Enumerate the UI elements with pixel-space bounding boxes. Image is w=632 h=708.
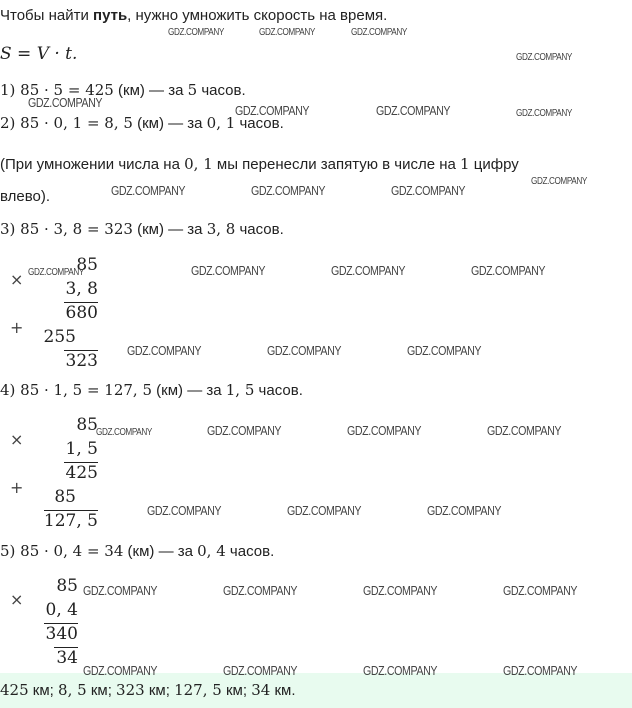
partial-1: 425 [65,463,98,483]
formula: S = V · t. [0,44,78,64]
times-sign-4: × [10,430,24,449]
watermark: GDZ.COMPANY [83,583,158,598]
partial-2: 85 [54,487,76,507]
factor-b: 0, 4 [45,600,78,620]
result: 323 [65,351,98,371]
watermark: GDZ.COMPANY [235,103,310,118]
times-sign-5: × [10,590,24,609]
watermark: GDZ.COMPANY [331,263,406,278]
watermark: GDZ.COMPANY [259,27,315,38]
watermark: GDZ.COMPANY [287,503,362,518]
factor-b: 1, 5 [65,439,98,459]
step-4: 4) 85 · 1, 5 = 127, 5 (км) — за 1, 5 часов. [0,381,303,399]
times-sign-3: × [10,270,24,289]
step-5: 5) 85 · 0, 4 = 34 (км) — за 0, 4 часов. [0,542,275,560]
watermark: GDZ.COMPANY [376,103,451,118]
watermark: GDZ.COMPANY [351,27,407,38]
watermark: GDZ.COMPANY [83,663,158,678]
intro-text: Чтобы найти путь, нужно умножить скорость на время. [0,7,388,24]
watermark: GDZ.COMPANY [223,583,298,598]
watermark: GDZ.COMPANY [28,267,84,278]
watermark: GDZ.COMPANY [391,183,466,198]
watermark: GDZ.COMPANY [531,176,587,187]
step-2: 2) 85 · 0, 1 = 8, 5 (км) — за 0, 1 часов. [0,114,284,132]
plus-sign-4: + [10,478,24,497]
watermark: GDZ.COMPANY [427,503,502,518]
factor-a: 85 [76,415,98,435]
watermark: GDZ.COMPANY [28,95,103,110]
watermark: GDZ.COMPANY [363,663,438,678]
watermark: GDZ.COMPANY [147,503,222,518]
factor-a: 85 [76,255,98,275]
watermark: GDZ.COMPANY [516,108,572,119]
watermark: GDZ.COMPANY [96,427,152,438]
result: 127, 5 [43,511,98,531]
column-mult-5 [40,575,78,671]
watermark: GDZ.COMPANY [223,663,298,678]
watermark: GDZ.COMPANY [471,263,546,278]
watermark: GDZ.COMPANY [267,343,342,358]
partial-1: 680 [65,303,98,323]
watermark: GDZ.COMPANY [207,423,282,438]
watermark: GDZ.COMPANY [503,663,578,678]
watermark: GDZ.COMPANY [191,263,266,278]
watermark: GDZ.COMPANY [111,183,186,198]
watermark: GDZ.COMPANY [347,423,422,438]
watermark: GDZ.COMPANY [407,343,482,358]
factor-a: 85 [56,576,78,596]
watermark: GDZ.COMPANY [487,423,562,438]
plus-sign-3: + [10,318,24,337]
column-mult-4 [40,414,98,532]
watermark: GDZ.COMPANY [127,343,202,358]
partial-2: 255 [43,327,76,347]
watermark: GDZ.COMPANY [503,583,578,598]
factor-b: 3, 8 [65,279,98,299]
watermark: GDZ.COMPANY [251,183,326,198]
watermark: GDZ.COMPANY [516,52,572,63]
partial-1: 340 [45,624,78,644]
step-3: 3) 85 · 3, 8 = 323 (км) — за 3, 8 часов. [0,220,284,238]
watermark: GDZ.COMPANY [168,27,224,38]
result: 34 [56,648,78,668]
note-line-2: влево). [0,188,51,205]
step-1: 1) 85 · 5 = 425 (км) — за 5 часов. [0,81,246,99]
answer-bar: 425 км; 8, 5 км; 323 км; 127, 5 км; 34 км. [0,673,632,708]
note-line-1: (При умножении числа на 0, 1 мы перенесли запятую в числе на 1 цифру [0,155,519,173]
watermark: GDZ.COMPANY [363,583,438,598]
